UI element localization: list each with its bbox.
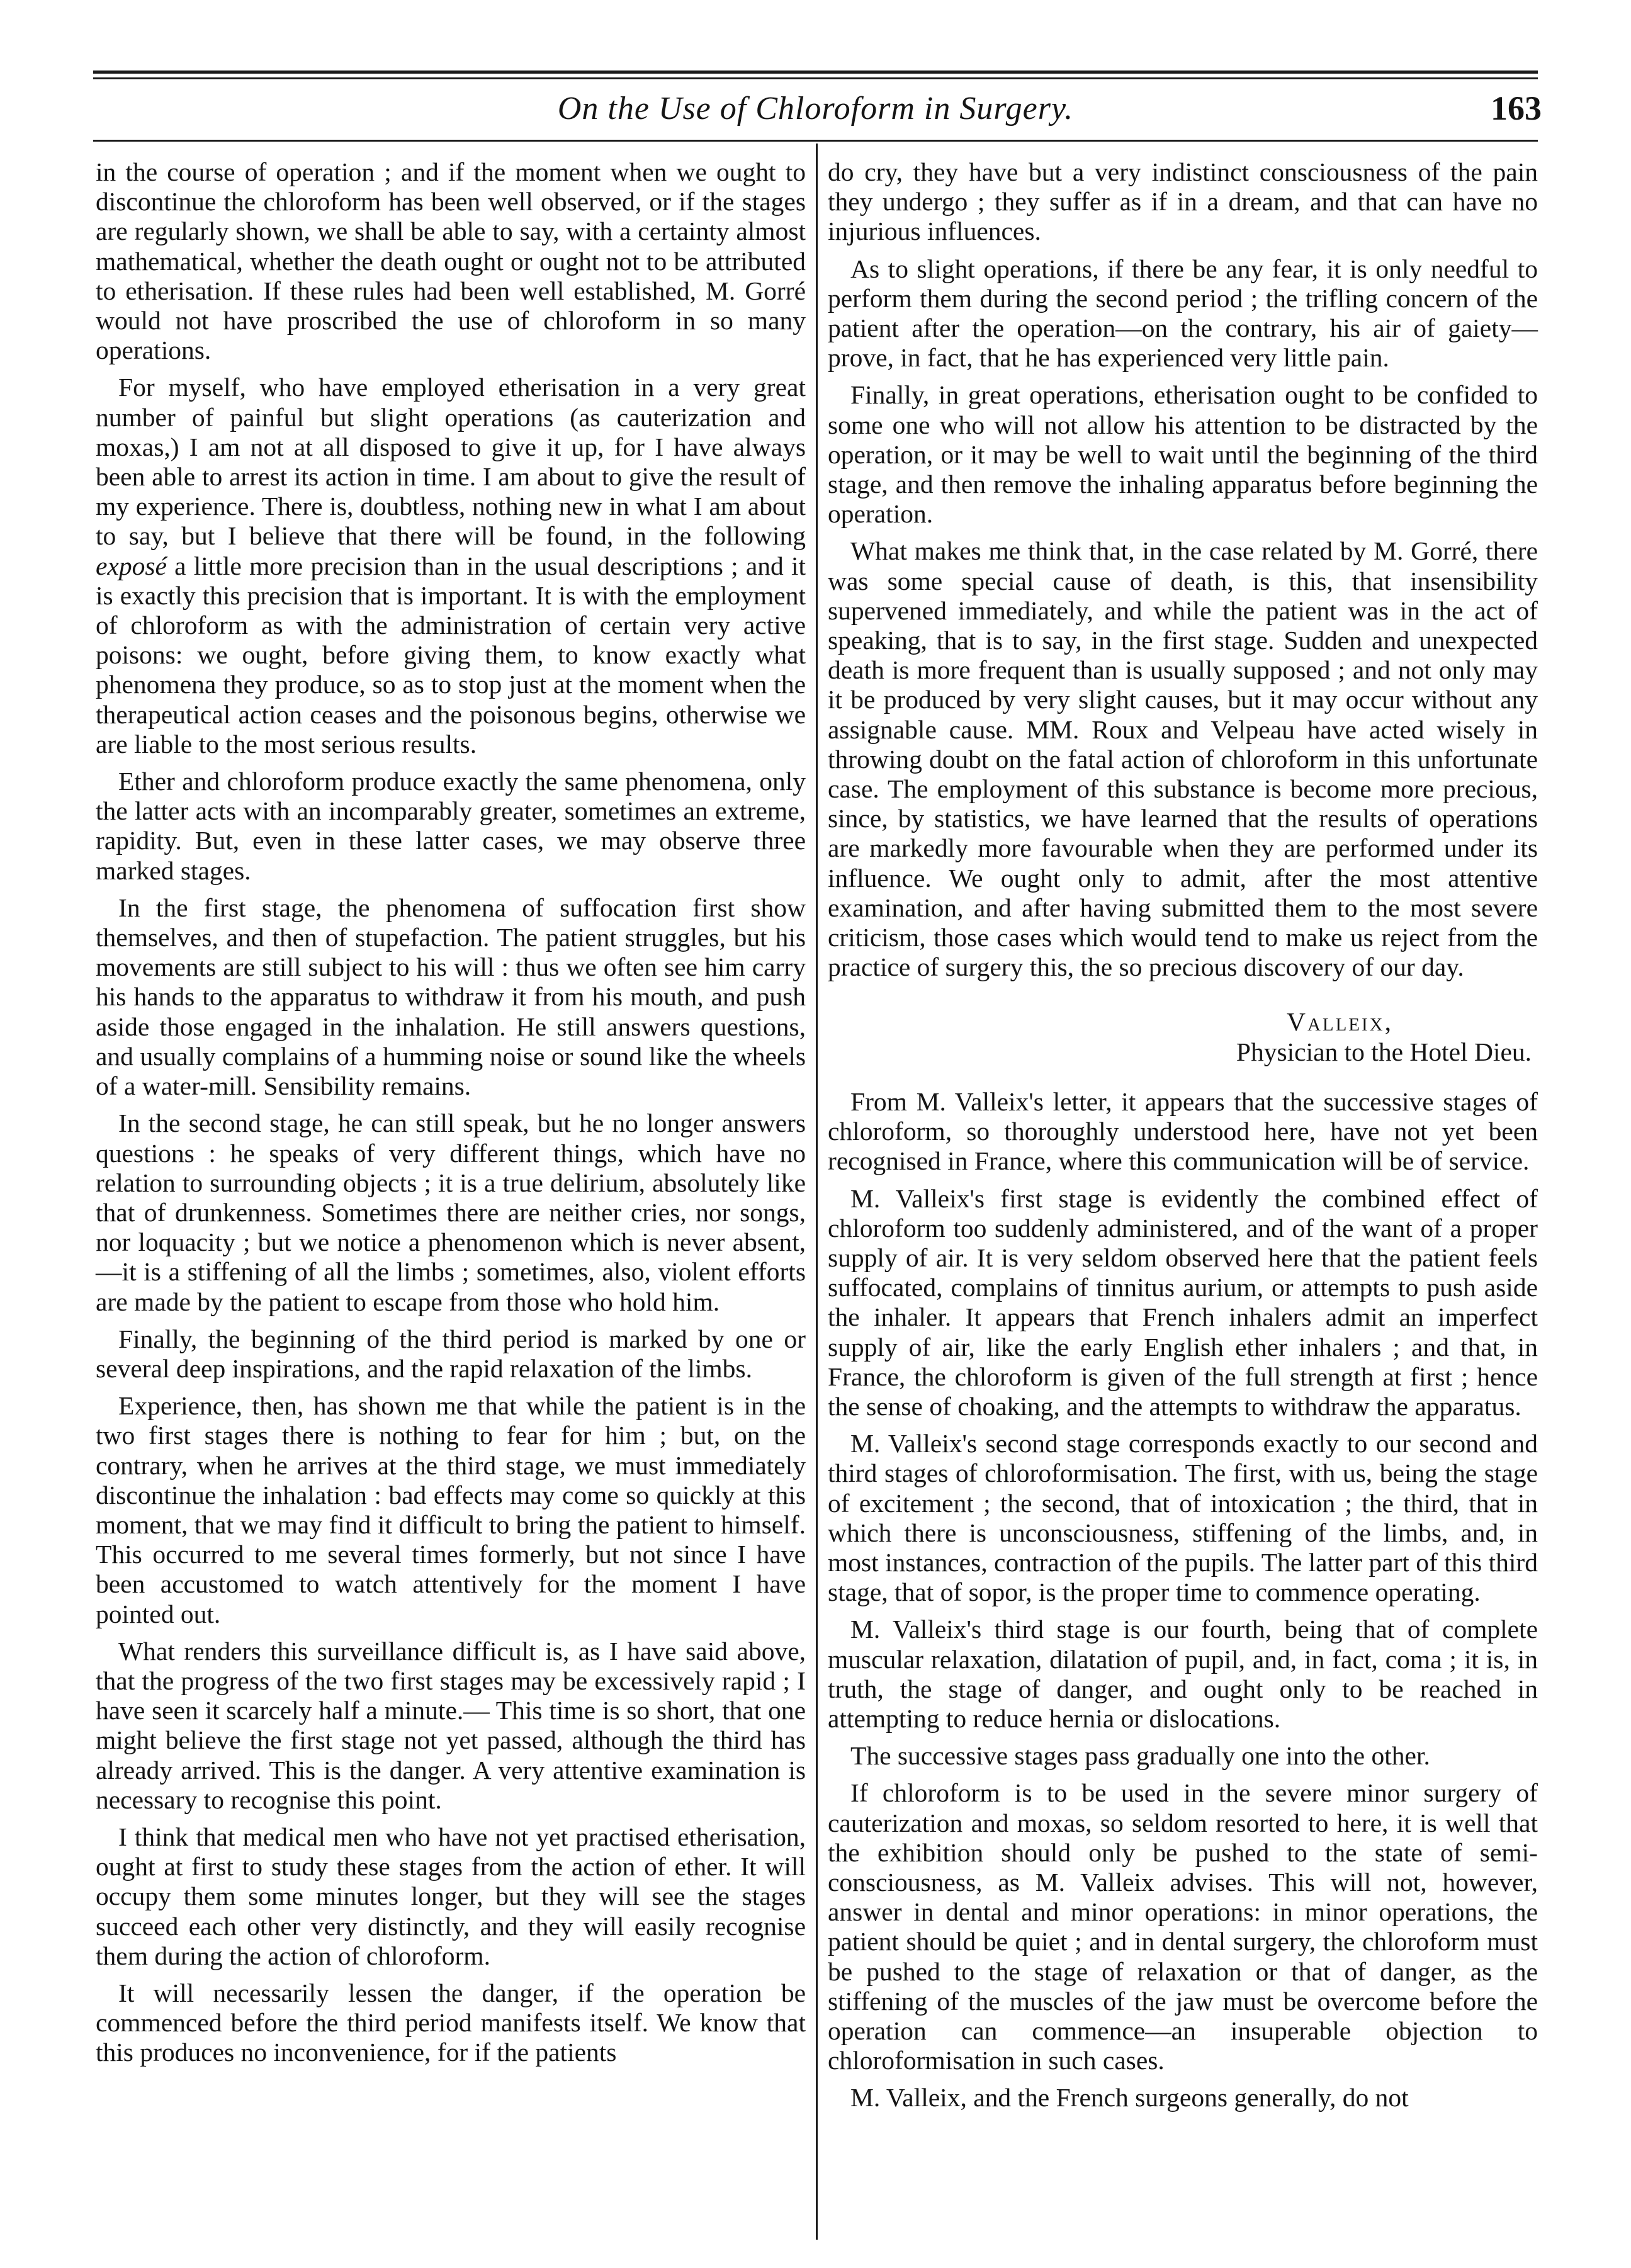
paragraph: In the second stage, he can still speak, but he no longer answers questions : he speaks of very different things, which have no relation to surrounding objects ; it is a true delirium, absolutely like that of drunkenness. Sometimes there are neither cries, nor songs, nor loquacity ; but we notice a phenomenon which is never absent,—it is a stiffening of all the limbs ; sometimes, also, violent efforts are made by the patient to escape from those who hold him. bbox=[96, 1109, 806, 1316]
paragraph: Finally, the beginning of the third period is marked by one or several deep inspirations, and the rapid relaxation of the limbs. bbox=[96, 1324, 806, 1383]
paragraph: M. Valleix's third stage is our fourth, being that of complete muscular relaxation, dilatation of pupil, and, in fact, coma ; it is, in truth, the stage of danger, and ought only to be reached in attempting to reduce hernia or dislocations. bbox=[828, 1615, 1538, 1733]
paragraph: As to slight operations, if there be any fear, it is only needful to perform them during the second period ; the trifling concern of the patient after the operation—on the contrary, his air of gaiety—prove, in fact, that he has experienced very little pain. bbox=[828, 254, 1538, 373]
paragraph: For myself, who have employed etherisation in a very great number of painful but slight operations (as cauterization and moxas,) I am not at all disposed to give it up, for I have always been able to arrest its action in time. I am about to give the result of my experience. There is, doubtless, nothing new in what I am about to say, but I believe that there will be found, in the following exposé a little more precision than in the usual descriptions ; and it is exactly this precision that is important. It is with the employment of chloroform as with the administration of certain very active poisons: we ought, before giving them, to know exactly what phenomena they produce, so as to stop just at the moment when the therapeutical action ceases and the poisonous begins, otherwise we are liable to the most serious results. bbox=[96, 373, 806, 759]
paragraph: Finally, in great operations, etherisation ought to be confided to some one who will not allow his attention to be distracted by the operation, or it may be well to wait until the beginning of the third stage, and then remove the inhaling apparatus before beginning the operation. bbox=[828, 380, 1538, 529]
paragraph: It will necessarily lessen the danger, if the operation be commenced before the third period manifests itself. We know that this produces no inconvenience, for if the patients bbox=[96, 1978, 806, 2067]
paragraph: What makes me think that, in the case related by M. Gorré, there was some special cause of death, is this, that insensibility supervened immediately, and while the patient was in the act of speaking, that is to say, in the first stage. Sudden and unexpected death is more frequent than is usually supposed ; and not only may it be produced by very slight causes, but it may occur without any assignable cause. MM. Roux and Velpeau have acted wisely in throwing doubt on the fatal action of chloroform in this unfortunate case. The employment of this substance is become more precious, since, by statistics, we have learned that the results of operations are markedly more favourable when they are performed under its influence. We ought only to admit, after the most attentive examination, and after having submitted them to the most severe criticism, those cases which would tend to make us reject from the practice of surgery this, the so precious discovery of our day. bbox=[828, 536, 1538, 982]
paragraph: Experience, then, has shown me that while the patient is in the two first stages there is nothing to fear for him ; but, on the contrary, when he arrives at the third stage, we must immediately discontinue the inhalation : bad effects may come so quickly at this moment, that we may find it difficult to bring the patient to himself. This occurred to me several times formerly, but not since I have been accustomed to watch attentively for the moment I have pointed out. bbox=[96, 1391, 806, 1628]
left-column bbox=[96, 157, 806, 2075]
paragraph: M. Valleix's second stage corresponds exactly to our second and third stages of chloroformisation. The first, with us, being the stage of excitement ; the second, that of intoxication ; the third, that in which there is unconsciousness, stiffening of the limbs, and, in most instances, contraction of the pupils. The latter part of this third stage, that of sopor, is the proper time to commence operating. bbox=[828, 1429, 1538, 1607]
running-title: On the Use of Chloroform in Surgery. bbox=[557, 91, 1074, 127]
paragraph: in the course of operation ; and if the moment when we ought to discontinue the chloroform has been well observed, or if the stages are regularly shown, we shall be able to say, with a certainty almost mathematical, whether the death ought or ought not to be attributed to etherisation. If these rules had been well established, M. Gorré would not have proscribed the use of chloroform in so many operations. bbox=[96, 157, 806, 365]
header-bottom-rule bbox=[93, 140, 1538, 142]
paragraph: From M. Valleix's letter, it appears that the successive stages of chloroform, so thoroughly understood here, have not yet been recognised in France, where this communication will be of service. bbox=[828, 1086, 1538, 1176]
signature-name: Valleix, bbox=[1286, 1007, 1393, 1037]
paragraph: The successive stages pass gradually one into the other. bbox=[850, 1741, 1430, 1771]
right-column bbox=[828, 157, 1538, 2121]
header-rule-thin bbox=[93, 77, 1538, 79]
paragraph: I think that medical men who have not yet practised etherisation, ought at first to study these stages from the action of ether. It will occupy them some minutes longer, but they will see the stages succeed each other very distinctly, and they will easily recognise them during the action of chloroform. bbox=[96, 1822, 806, 1970]
page-number: 163 bbox=[1491, 89, 1542, 127]
paragraph: M. Valleix's first stage is evidently the combined effect of chloroform too suddenly administered, and of the want of a proper supply of air. It is very seldom observed here that the patient feels suffocated, complains of tinnitus aurium, or attempts to push aside the inhaler. It appears that French inhalers admit an imperfect supply of air, like the early English ether inhalers ; and that, in France, the chloroform is given of the full strength at first ; hence the sense of choaking, and the attempts to withdraw the apparatus. bbox=[828, 1183, 1538, 1421]
signature-title: Physician to the Hotel Dieu. bbox=[1236, 1037, 1532, 1066]
paragraph: do cry, they have but a very indistinct consciousness of the pain they undergo ; they suffer as if in a dream, and that can have no injurious influences. bbox=[828, 157, 1538, 246]
header-rule-thick bbox=[93, 71, 1538, 74]
paragraph: In the first stage, the phenomena of suffocation first show themselves, and then of stupefaction. The patient struggles, but his movements are still subject to his will : thus we often see him carry his hands to the apparatus to withdraw it from his mouth, and push aside those engaged in the inhalation. He still answers questions, and usually complains of a humming noise or sound like the wheels of a water-mill. Sensibility remains. bbox=[96, 893, 806, 1101]
paragraph: If chloroform is to be used in the severe minor surgery of cauterization and moxas, so seldom resorted to here, it is well that the exhibition should only be pushed to the state of semi-consciousness, as M. Valleix advises. This will not, however, answer in dental and minor operations: in minor operations, the patient should be quiet ; and in dental surgery, the chloroform must be pushed to the stage of relaxation or that of danger, as the stiffening of the muscles of the jaw must be overcome before the operation can commence—an insuperable objection to chloroformisation in such cases. bbox=[828, 1778, 1538, 2075]
column-divider bbox=[816, 144, 818, 2240]
paragraph: Ether and chloroform produce exactly the same phenomena, only the latter acts with an incomparably greater, sometimes an extreme, rapidity. But, even in these latter cases, we may observe three marked stages. bbox=[96, 767, 806, 885]
paragraph: What renders this surveillance difficult is, as I have said above, that the progress of the two first stages may be excessively rapid ; I have seen it scarcely half a minute.— This time is so short, that one might believe the first stage not yet passed, although the third has already arrived. This is the danger. A very attentive examination is necessary to recognise this point. bbox=[96, 1636, 806, 1814]
paragraph: M. Valleix, and the French surgeons generally, do not bbox=[850, 2083, 1409, 2113]
